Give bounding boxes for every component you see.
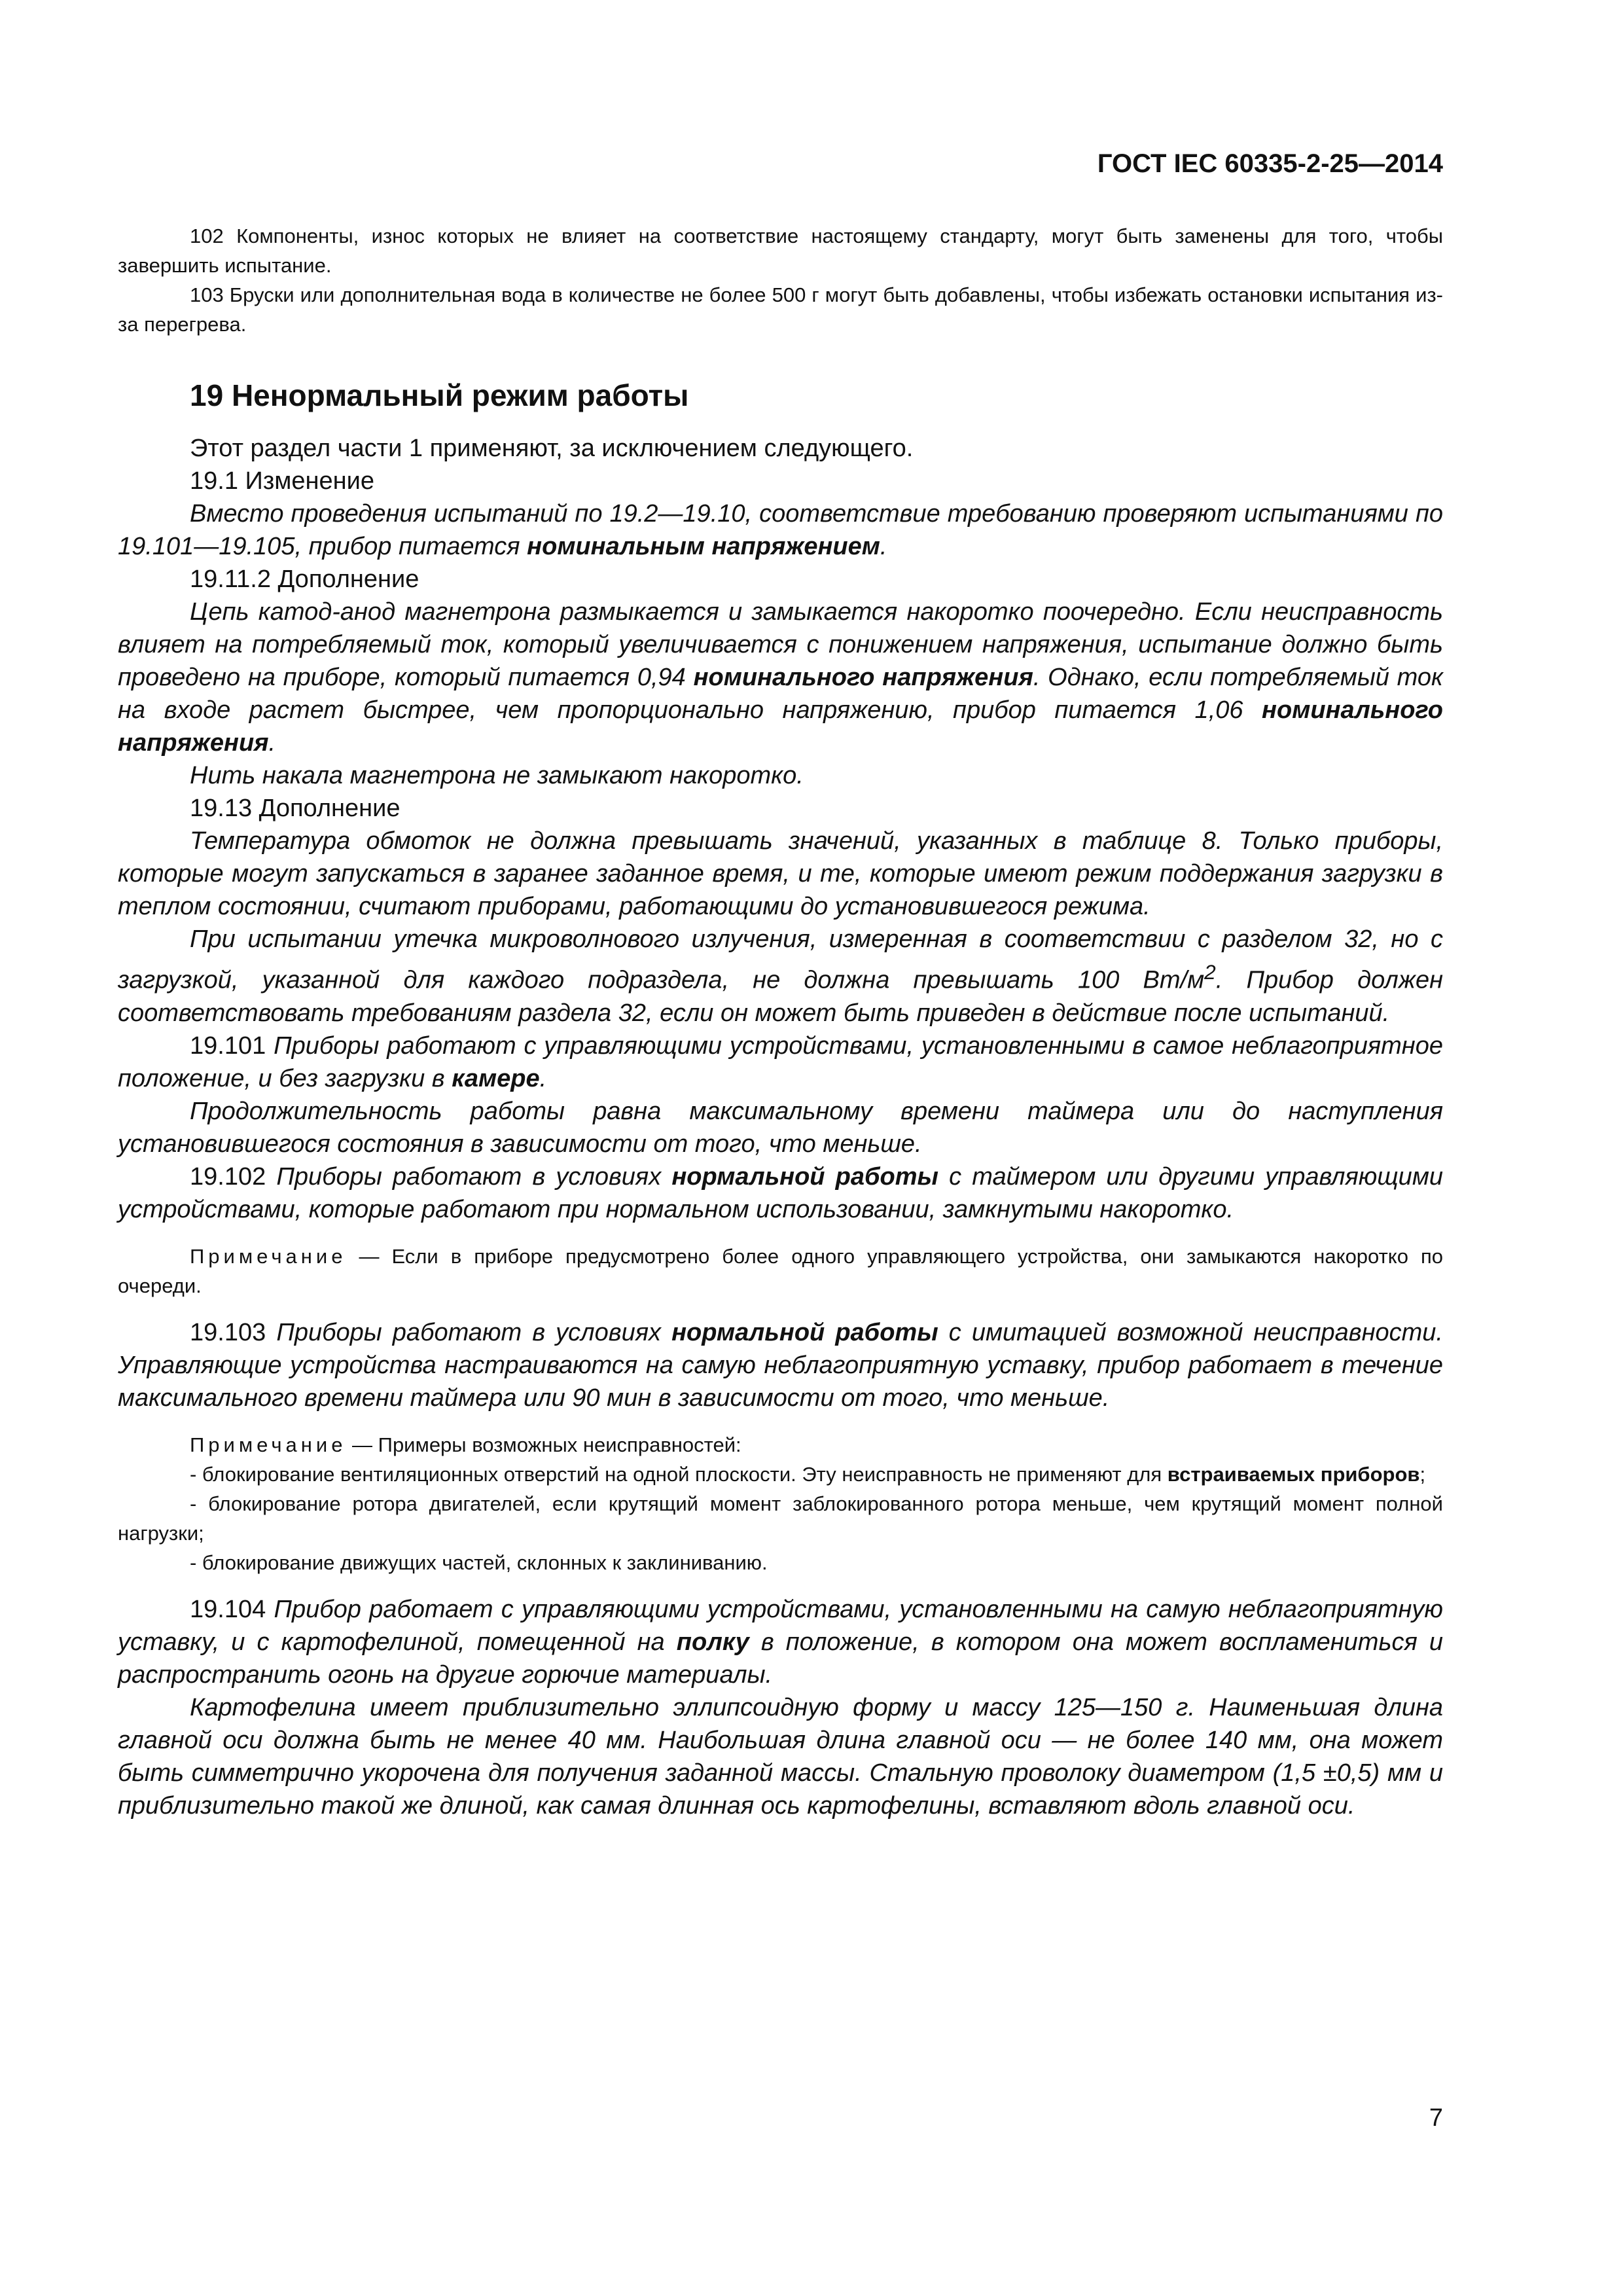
note-19-103: Примечание — Примеры возможных неисправностей:: [190, 1433, 741, 1456]
page-body: [118, 221, 1443, 1822]
term-normal-operation: нормальной работы: [671, 1162, 938, 1191]
clause-19-102: 19.102 Приборы работают в условиях нормальной работы с таймером или другими управляющими устройствами, которые работают при нормальном использовании, замкнутыми накоротко.: [118, 1162, 1444, 1223]
note-list-item: - блокирование вентиляционных отверстий на одной плоскости. Эту неисправность не применяют для встраиваемых приборов;: [190, 1462, 1426, 1486]
clause-19-101: 19.101 Приборы работают с управляющими устройствами, установленными в самое неблагоприятное положение, и без загрузки в камере.: [118, 1031, 1443, 1092]
term-rated-voltage: номинального напряжения: [118, 696, 1443, 757]
clause-19-13-title: 19.13 Дополнение: [190, 795, 401, 822]
clause-19-101-text-2: Продолжительность работы равна максимальному времени таймера или до наступления установившегося состояния в зависимости от того, что меньше.: [118, 1097, 1443, 1158]
term-rated-voltage: номинальным напряжением: [527, 533, 880, 560]
term-cavity: камере: [452, 1064, 540, 1092]
note-19-102: Примечание — Если в приборе предусмотрено более одного управляющего устройства, они замыкаются накоротко по очереди.: [118, 1244, 1443, 1297]
clause-19-11-2-title: 19.11.2 Дополнение: [190, 565, 419, 593]
clause-19-13-text-2: При испытании утечка микроволнового излучения, измеренная в соответствии с разделом 32, но с загрузкой, указанной для каждого подраздела, не должна превышать 100 $Вт/м^2$. Прибор должен соответствовать требованиям раздела 32, если он может быть приведен в действие после испытаний.: [118, 925, 1443, 1027]
term-shelf: полку: [676, 1628, 749, 1656]
term-rated-voltage: номинального напряжения: [693, 664, 1033, 691]
section-intro: Этот раздел части 1 применяют, за исключением следующего.: [190, 435, 914, 462]
clause-19-104-text-2: Картофелина имеет приблизительно эллипсоидную форму и массу 125—150 г. Наименьшая длина главной оси должна быть не менее 40 мм. Наибольшая длина главной оси — не более 140 мм, она может быть симметрично укорочена для получения заданной массы. Стальную проволоку диаметром (1,5 ±0,5) мм и приблизительно такой же длиной, как самая длинная ось картофелины, вставляют вдоль главной оси.: [118, 1693, 1443, 1820]
term-normal-operation: нормальной работы: [671, 1318, 938, 1346]
section-heading-19: 19 Ненормальный режим работы: [190, 378, 689, 412]
page-number: 7: [1429, 2104, 1443, 2132]
clause-19-104: 19.104 Прибор работает с управляющими устройствами, установленными на самую неблагоприятную уставку, и с картофелиной, помещенной на полку в положение, в котором она может воспламениться и распространить огонь на другие горючие материалы.: [118, 1595, 1443, 1689]
clause-19-11-2-text: Цепь катод-анод магнетрона размыкается и замыкается накоротко поочередно. Если неисправность влияет на потребляемый ток, который увеличивается с понижением напряжения, испытание должно быть проведено на приборе, который питается 0,94 номинального напряжения. Однако, если потребляемый ток на входе растет быстрее, чем пропорционально напряжению, прибор питается 1,06 номинального напряжения.: [118, 598, 1443, 757]
standard-designation: ГОСТ IEC 60335-2-25—2014: [1097, 149, 1443, 178]
clause-19-1-text: Вместо проведения испытаний по 19.2—19.10, соответствие требованию проверяют испытаниями по 19.101—19.105, прибор питается номинальным напряжением.: [118, 500, 1443, 560]
paragraph-103: 103 Бруски или дополнительная вода в количестве не более 500 г могут быть добавлены, чтобы избежать остановки испытания из-за перегрева.: [118, 283, 1443, 336]
clause-19-103: 19.103 Приборы работают в условиях нормальной работы с имитацией возможной неисправности. Управляющие устройства настраиваются на самую неблагоприятную уставку, прибор работает в течение максимального времени таймера или 90 мин в зависимости от того, что меньше.: [118, 1318, 1443, 1412]
document-page: [118, 0, 1443, 2296]
note-list-item: - блокирование движущих частей, склонных к заклиниванию.: [190, 1551, 768, 1574]
term-built-in-appliances: встраиваемых приборов: [1167, 1462, 1420, 1486]
clause-19-11-2-text-2: Нить накала магнетрона не замыкают накоротко.: [190, 762, 804, 789]
paragraph-102: 102 Компоненты, износ которых не влияет на соответствие настоящему стандарту, могут быть заменены для того, чтобы завершить испытание.: [118, 224, 1443, 277]
clause-19-13-text: Температура обмоток не должна превышать значений, указанных в таблице 8. Только приборы, которые могут запускаться в заранее заданное время, и те, которые имеют режим поддержания загрузки в теплом состоянии, считают приборами, работающими до установившегося режима.: [118, 827, 1443, 920]
note-list-item: - блокирование ротора двигателей, если крутящий момент заблокированного ротора меньше, чем крутящий момент полной нагрузки;: [118, 1492, 1443, 1545]
clause-19-1-title: 19.1 Изменение: [190, 467, 374, 495]
